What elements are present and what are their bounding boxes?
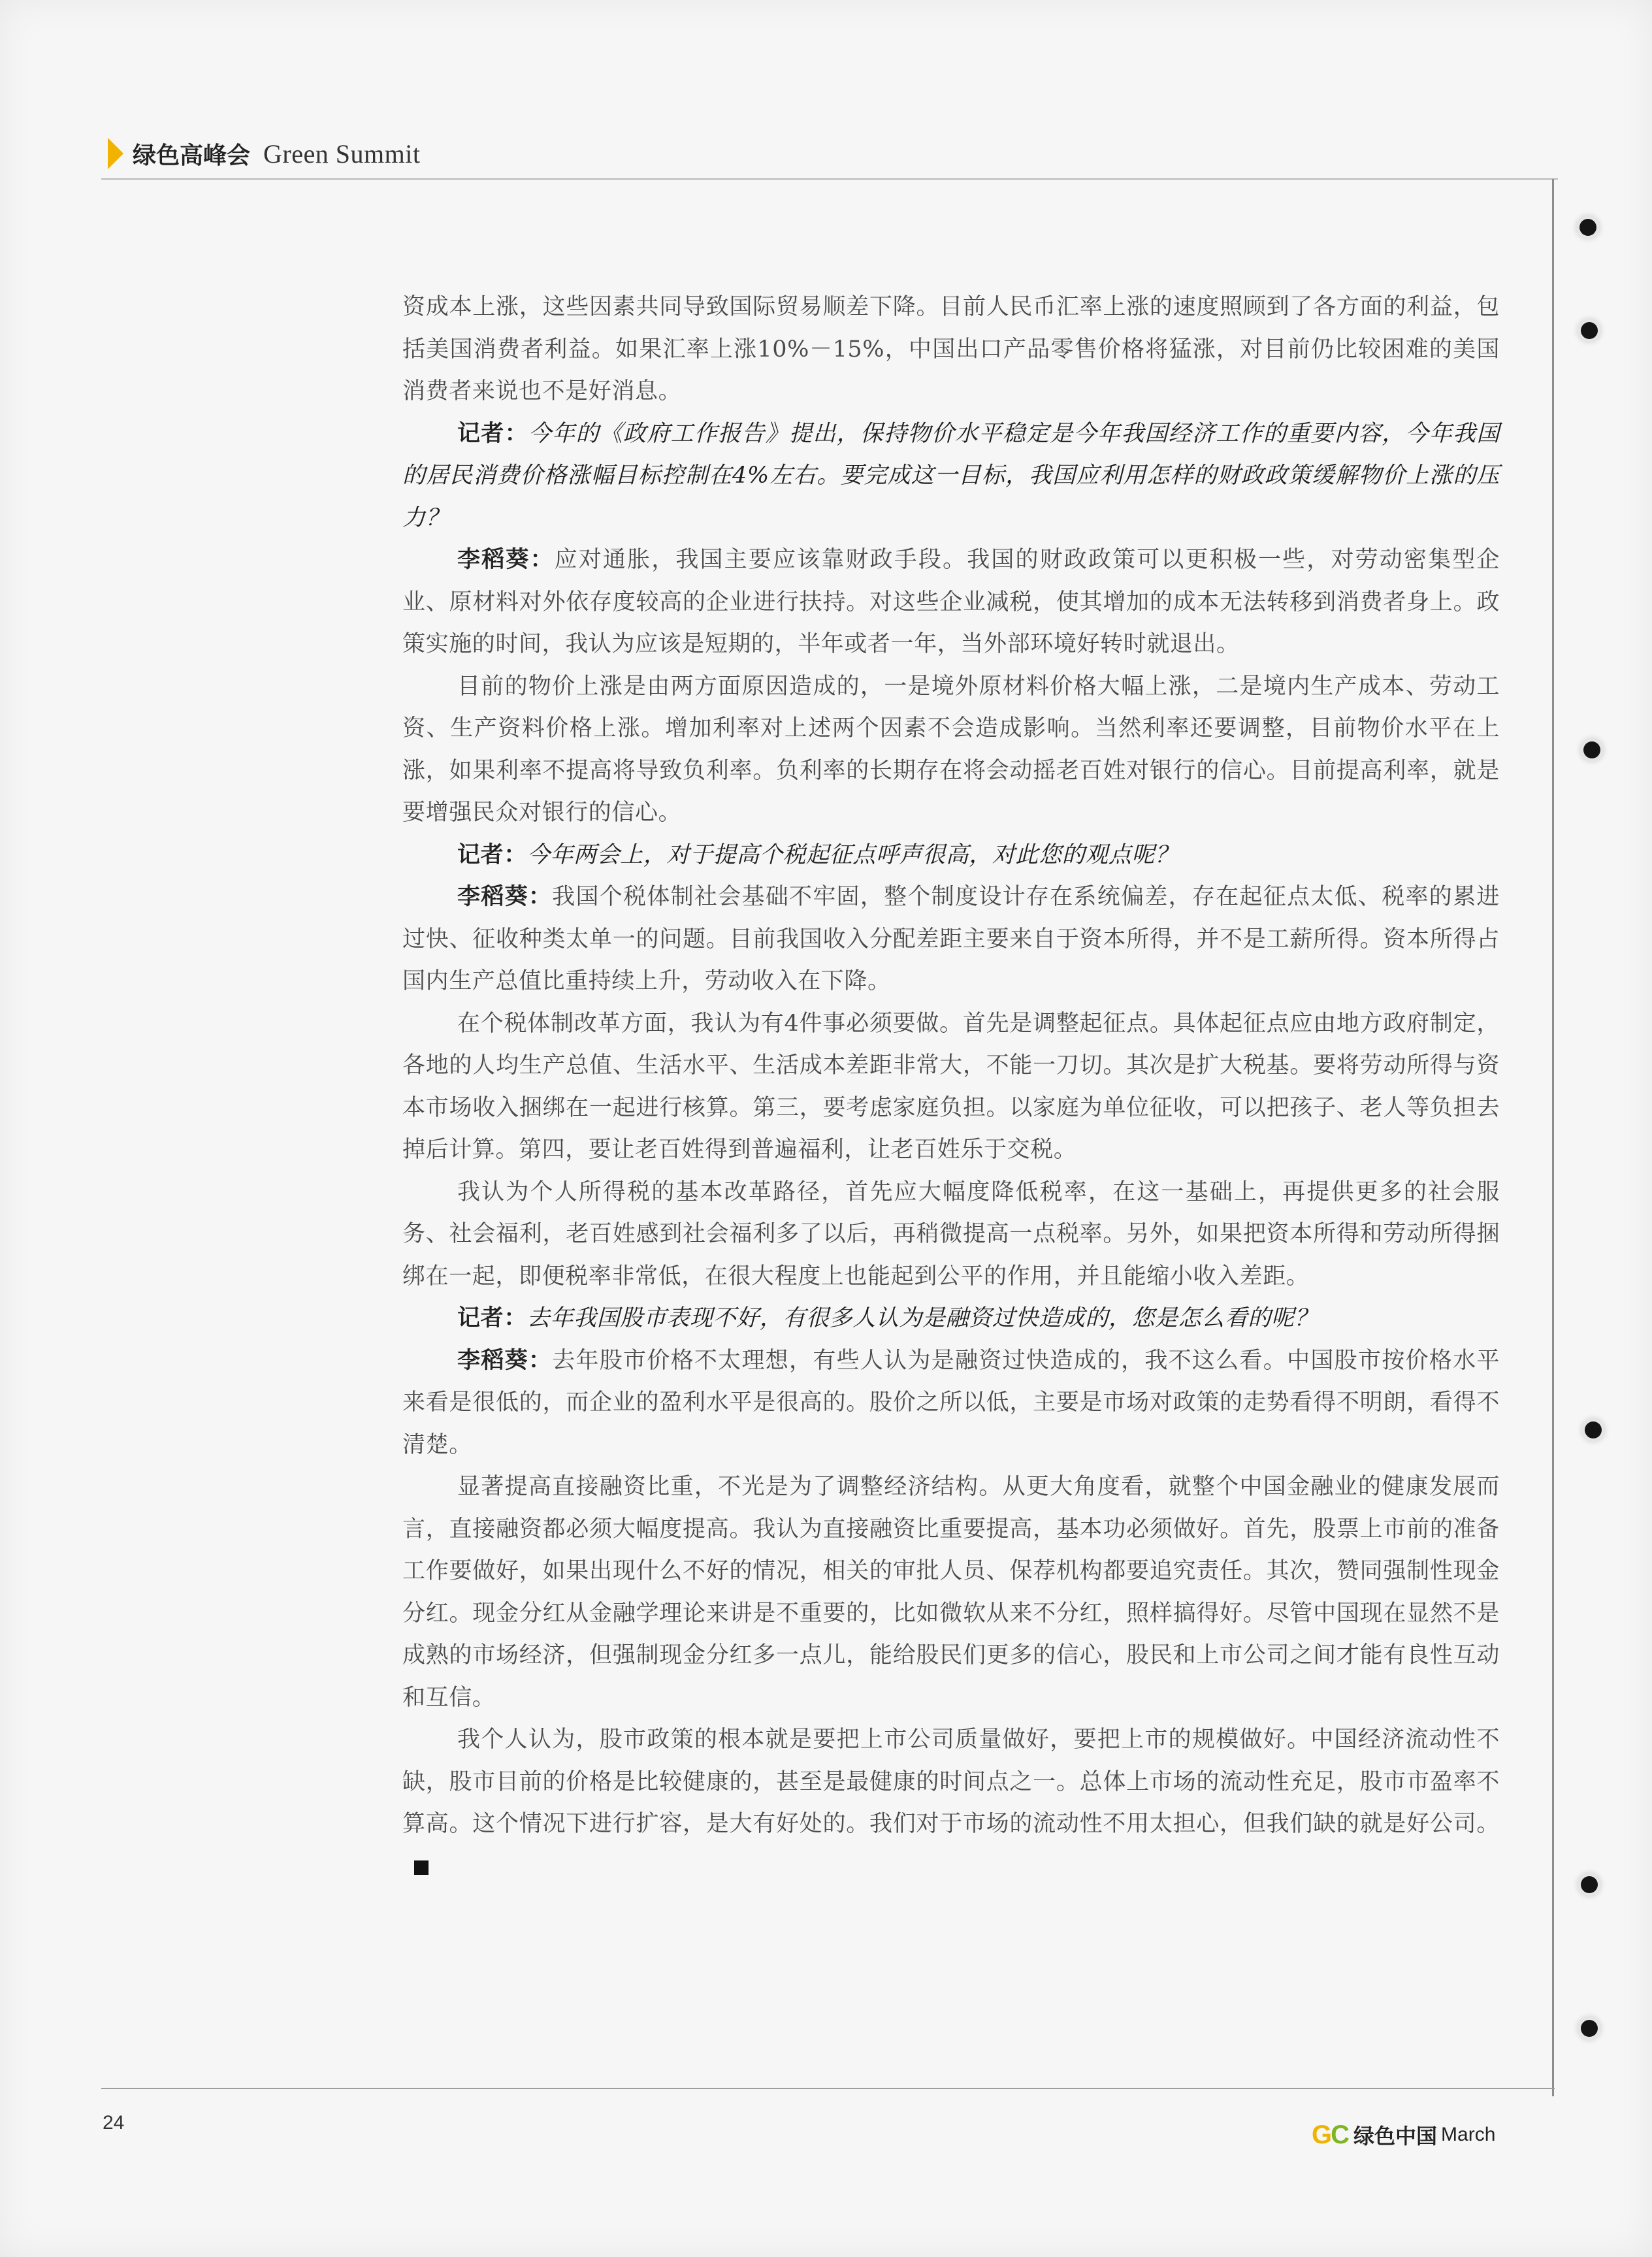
answer-paragraph (402, 539, 1500, 666)
answer-text: 去年股市价格不太理想，有些人认为是融资过快造成的，我不这么看。中国股市按价格水平来看是很低的，而企业的盈利水平是很高的。股价之所以低，主要是市场对政策的走势看得不明朗，看得不清楚。 (402, 1347, 1500, 1458)
binder-hole-icon (1581, 2020, 1598, 2037)
running-header (108, 134, 420, 173)
binder-hole-icon (1581, 322, 1598, 339)
binder-hole-icon (1579, 219, 1596, 236)
interviewee-label: 李稻葵： (457, 1347, 553, 1374)
reporter-label: 记者： (457, 841, 527, 868)
interviewee-label: 李稻葵： (457, 884, 553, 910)
article-body (402, 286, 1500, 1887)
binder-hole-icon (1581, 1876, 1598, 1893)
question-text: 去年我国股市表现不好，有很多人认为是融资过快造成的，您是怎么看的呢？ (526, 1305, 1318, 1331)
answer-paragraph (402, 1340, 1500, 1467)
answer-text: 我国个税体制社会基础不牢固，整个制度设计存在系统偏差，存在起征点太低、税率的累进过快、征收种类太单一的问题。目前我国收入分配差距主要来自于资本所得，并不是工薪所得。资本所得占国内生产总值比重持续上升，劳动收入在下降。 (402, 884, 1500, 994)
section-title-cn: 绿色高峰会 (133, 142, 251, 169)
section-title-en: Green Summit (263, 138, 421, 169)
page-number: 24 (103, 2112, 125, 2134)
question-text: 今年的《政府工作报告》提出，保持物价水平稳定是今年我国经济工作的重要内容，今年我国的居民消费价格涨幅目标控制在4%左右。要完成这一目标，我国应利用怎样的财政政策缓解物价上涨的压力？ (402, 420, 1500, 531)
paragraph: 我认为个人所得税的基本改革路径，首先应大幅度降低税率，在这一基础上，再提供更多的社会服务、社会福利，老百姓感到社会福利多了以后，再稍微提高一点税率。另外，如果把资本所得和劳动所得捆绑在一起，即便税率非常低，在很大程度上也能起到公平的作用，并且能缩小收入差距。 (402, 1178, 1500, 1290)
paragraph: 资成本上涨，这些因素共同导致国际贸易顺差下降。目前人民币汇率上涨的速度照顾到了各方面的利益，包括美国消费者利益。如果汇率上涨10%－15%，中国出口产品零售价格将猛涨，对目前仍比较困难的美国消费者来说也不是好消息。 (402, 294, 1500, 404)
issue-month: March (1441, 2124, 1496, 2145)
binder-hole-icon (1583, 741, 1600, 758)
logo-letter-g: G (1312, 2120, 1331, 2149)
end-of-article-icon (414, 1860, 429, 1875)
answer-paragraph (402, 876, 1500, 1003)
binder-hole-icon (1585, 1421, 1602, 1438)
paragraph: 目前的物价上涨是由两方面原因造成的，一是境外原材料价格大幅上涨，二是境内生产成本、劳动工资、生产资料价格上涨。增加利率对上述两个因素不会造成影响。当然利率还要调整，目前物价水平在上涨，如果利率不提高将导致负利率。负利率的长期存在将会动摇老百姓对银行的信心。目前提高利率，就是要增强民众对银行的信心。 (402, 673, 1500, 826)
question-paragraph (402, 834, 1500, 877)
footer-rule (101, 2088, 1555, 2089)
footer-brand (1312, 2120, 1495, 2150)
reporter-label: 记者： (457, 1305, 527, 1331)
gc-logo-icon (1312, 2120, 1348, 2150)
paragraph: 在个税体制改革方面，我认为有4件事必须要做。首先是调整起征点。具体起征点应由地方政府制定，各地的人均生产总值、生活水平、生活成本差距非常大，不能一刀切。其次是扩大税基。要将劳动所得与资本市场收入捆绑在一起进行核算。第三，要考虑家庭负担。以家庭为单位征收，可以把孩子、老人等负担去掉后计算。第四，要让老百姓得到普遍福利，让老百姓乐于交税。 (402, 1010, 1500, 1163)
triangle-marker-icon (108, 138, 123, 169)
answer-text: 应对通胀，我国主要应该靠财政手段。我国的财政政策可以更积极一些，对劳动密集型企业、原材料对外依存度较高的企业进行扶持。对这些企业减税，使其增加的成本无法转移到消费者身上。政策实施的时间，我认为应该是短期的，半年或者一年，当外部环境好转时就退出。 (402, 547, 1500, 657)
logo-letter-c: C (1331, 2120, 1349, 2149)
question-paragraph (402, 413, 1500, 540)
right-margin-rule (1552, 179, 1554, 2096)
magazine-name: 绿色中国 (1353, 2124, 1438, 2149)
paragraph: 显著提高直接融资比重，不光是为了调整经济结构。从更大角度看，就整个中国金融业的健康发展而言，直接融资都必须大幅度提高。我认为直接融资比重要提高，基本功必须做好。首先，股票上市前的准备工作要做好，如果出现什么不好的情况，相关的审批人员、保荐机构都要追究责任。其次，赞同强制性现金分红。现金分红从金融学理论来讲是不重要的，比如微软从来不分红，照样搞得好。尽管中国现在显然不是成熟的市场经济，但强制现金分红多一点儿，能给股民们更多的信心，股民和上市公司之间才能有良性互动和互信。 (402, 1474, 1500, 1711)
reporter-label: 记者： (457, 420, 528, 447)
question-paragraph (402, 1297, 1500, 1340)
header-rule (101, 178, 1558, 180)
paragraph-text: 我个人认为，股市政策的根本就是要把上市公司质量做好，要把上市的规模做好。中国经济流动性不缺，股市目前的价格是比较健康的，甚至是最健康的时间点之一。总体上市场的流动性充足，股市市盈率不算高。这个情况下进行扩容，是大有好处的。我们对于市场的流动性不用太担心，但我们缺的就是好公司。 (402, 1727, 1500, 1837)
interviewee-label: 李稻葵： (457, 547, 555, 573)
paragraph-final (402, 1719, 1500, 1887)
question-text: 今年两会上，对于提高个税起征点呼声很高，对此您的观点呢？ (526, 841, 1178, 868)
